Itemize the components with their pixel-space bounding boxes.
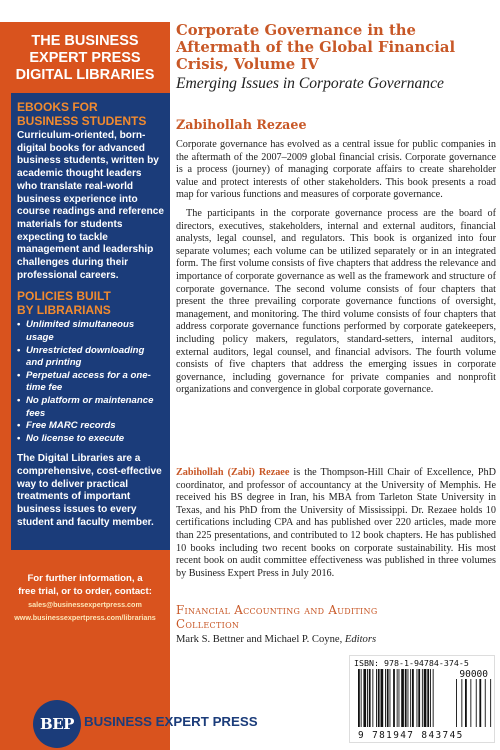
sidebar [0,0,170,750]
series-line: Financial Accounting and Auditing [176,603,378,617]
book-description [176,139,496,403]
policy-item: • Free MARC records [17,420,164,433]
barcode-bar [372,669,373,727]
barcode-addon-bar [465,679,467,727]
contact-line: For further information, a [27,573,143,584]
policy-item: • No platform or maintenance fees [17,395,164,420]
isbn-label: ISBN: 978-1-94784-374-5 [354,658,469,668]
barcode-addon-bar [490,679,491,727]
policy-item: • Unrestricted downloading and printing [17,345,164,370]
barcode-bar [399,669,400,727]
series-name [176,603,496,631]
back-cover-content [172,0,500,690]
price-code: 90000 [459,669,488,680]
barcode-bar [358,669,360,727]
brand-heading [0,0,170,93]
brand-line: THE BUSINESS [31,33,139,49]
ebooks-text: Curriculum-oriented, born-digital books for advanced business students, written by academic thought leaders who translate real-world business experience into course readings and reference materials for students expecting to tackle management and leadership challenges during their professional careers. [17,130,164,281]
book-subtitle: Emerging Issues in Corporate Governance [176,75,444,92]
barcode-addon-bar [470,679,471,727]
heading-line: POLICIES BUILT [17,289,111,304]
barcode-bar [430,669,431,727]
barcode-addon-bar [485,679,486,727]
book-title: Corporate Governance in the Aftermath of the Global Financial Crisis, Volume IV [176,22,456,74]
heading-line: BUSINESS STUDENTS [17,113,147,128]
barcode-bar [408,669,409,727]
contact-block [0,572,170,624]
ebooks-heading [17,101,164,128]
barcode-bar [427,669,429,727]
barcode-digits: 9 781947 843745 [358,730,464,741]
contact-line: free trial, or to order, contact: [18,586,152,597]
brand-line: EXPERT PRESS [29,50,141,66]
barcode-bar [401,669,404,727]
description-paragraph: Corporate governance has evolved as a central issue for public companies in the aftermath of the 2007–2009 global financial crisis. Corporate governance is a process (journey) of managing corporate affairs to create shareholder value and protect interests of other stakeholders. This book presents a road map for various functions and measures of corporate governance. [176,139,496,201]
heading-line: EBOOKS FOR [17,100,98,114]
description-paragraph: The participants in the corporate governance process are the board of directors, executives, stakeholders, internal and external auditors, financial analysts, legal counsel, and regulators. This book is organized into four separate volumes; each volume can be utilized separately or in an integrated form. The first volume consists of five chapters that address the relevance and importance of corporate governance as well as the framework and structure of corporate governance. The second volume consists of four chapters that present the three prevailing corporate governance functions of oversight, management, and monitoring. The third volume consists of four chapters that address corporate governance functions performed by corporate gatekeepers, including policy makers, regulators, standard-setters, internal auditors, external auditors, legal counsel, and financial advisors. The fourth volume consists of five chapters that address the emerging issues in corporate governance, including governance for private companies and nonprofit organizations and convergence in global corporate governance. [176,207,496,396]
bep-logo-icon: BEP [33,700,81,748]
barcode-addon-bar [479,679,481,727]
barcode-bar [367,669,368,727]
book-author: Zabihollah Rezaee [176,117,307,132]
barcode-bar [378,669,380,727]
series-line: Collection [176,617,240,631]
barcode-addon-bar [461,679,462,727]
author-bio [176,467,496,580]
barcode-addon-bar [456,679,457,727]
barcode-bar [385,669,386,727]
bio-author-name: Zabihollah (Zabi) Rezaee [176,467,290,478]
barcode-bar [369,669,371,727]
barcode-bar [381,669,384,727]
sidebar-info-panel [11,93,170,550]
barcode-bar [412,669,414,727]
policies-list [17,319,164,445]
barcode-bar [387,669,389,727]
publisher-name: BUSINESS EXPERT PRESS [84,714,258,729]
barcode-bar [390,669,391,727]
heading-line: BY LIBRARIANS [17,302,111,317]
barcode-bar [418,669,420,727]
bio-text: is the Thompson-Hill Chair of Excellence, PhD coordinator, and professor of accountancy at the University of Memphis. He received his BS degree in Iran, his MBA from Tarleton State University in Texas, and his PhD from the University of Mississippi. Dr. Rezaee holds 10 certifications including CPA and has published over 220 articles, made more than 225 presentations, and contributed to 12 book chapters. He has published 10 books including two recent books on corporate sustainability. His most recent book on audit committee effectiveness was published in three volumes by Business Expert Press in July 2016. [176,467,496,579]
contact-url-link[interactable]: www.businessexpertpress.com/librarians [14,613,156,622]
barcode-bar [410,669,411,727]
barcode-bar [393,669,395,727]
barcode-bar [422,669,423,727]
barcode [349,655,495,743]
brand-line: DIGITAL LIBRARIES [15,67,155,83]
contact-email-link[interactable]: sales@businessexpertpress.com [28,600,142,609]
policy-item: • Unlimited simultaneous usage [17,319,164,344]
editors-names: Mark S. Bettner and Michael P. Coyne, [176,634,343,645]
policy-item: • Perpetual access for a one-time fee [17,370,164,395]
policies-heading [17,290,164,317]
barcode-addon-bar [476,679,477,727]
policy-item: • No license to execute [17,433,164,446]
barcode-bar [405,669,407,727]
digital-libraries-text: The Digital Libraries are a comprehensive, cost-effective way to deliver practical treatments of important business issues to every student and faculty member. [17,453,162,528]
barcode-bar [361,669,362,727]
barcode-bar [417,669,418,727]
barcode-bar [397,669,398,727]
series-editors [176,634,376,645]
barcode-bar [424,669,427,727]
barcode-bar [376,669,377,727]
barcode-bar [363,669,366,727]
editors-role: Editors [344,634,377,645]
barcode-bar [433,669,434,727]
